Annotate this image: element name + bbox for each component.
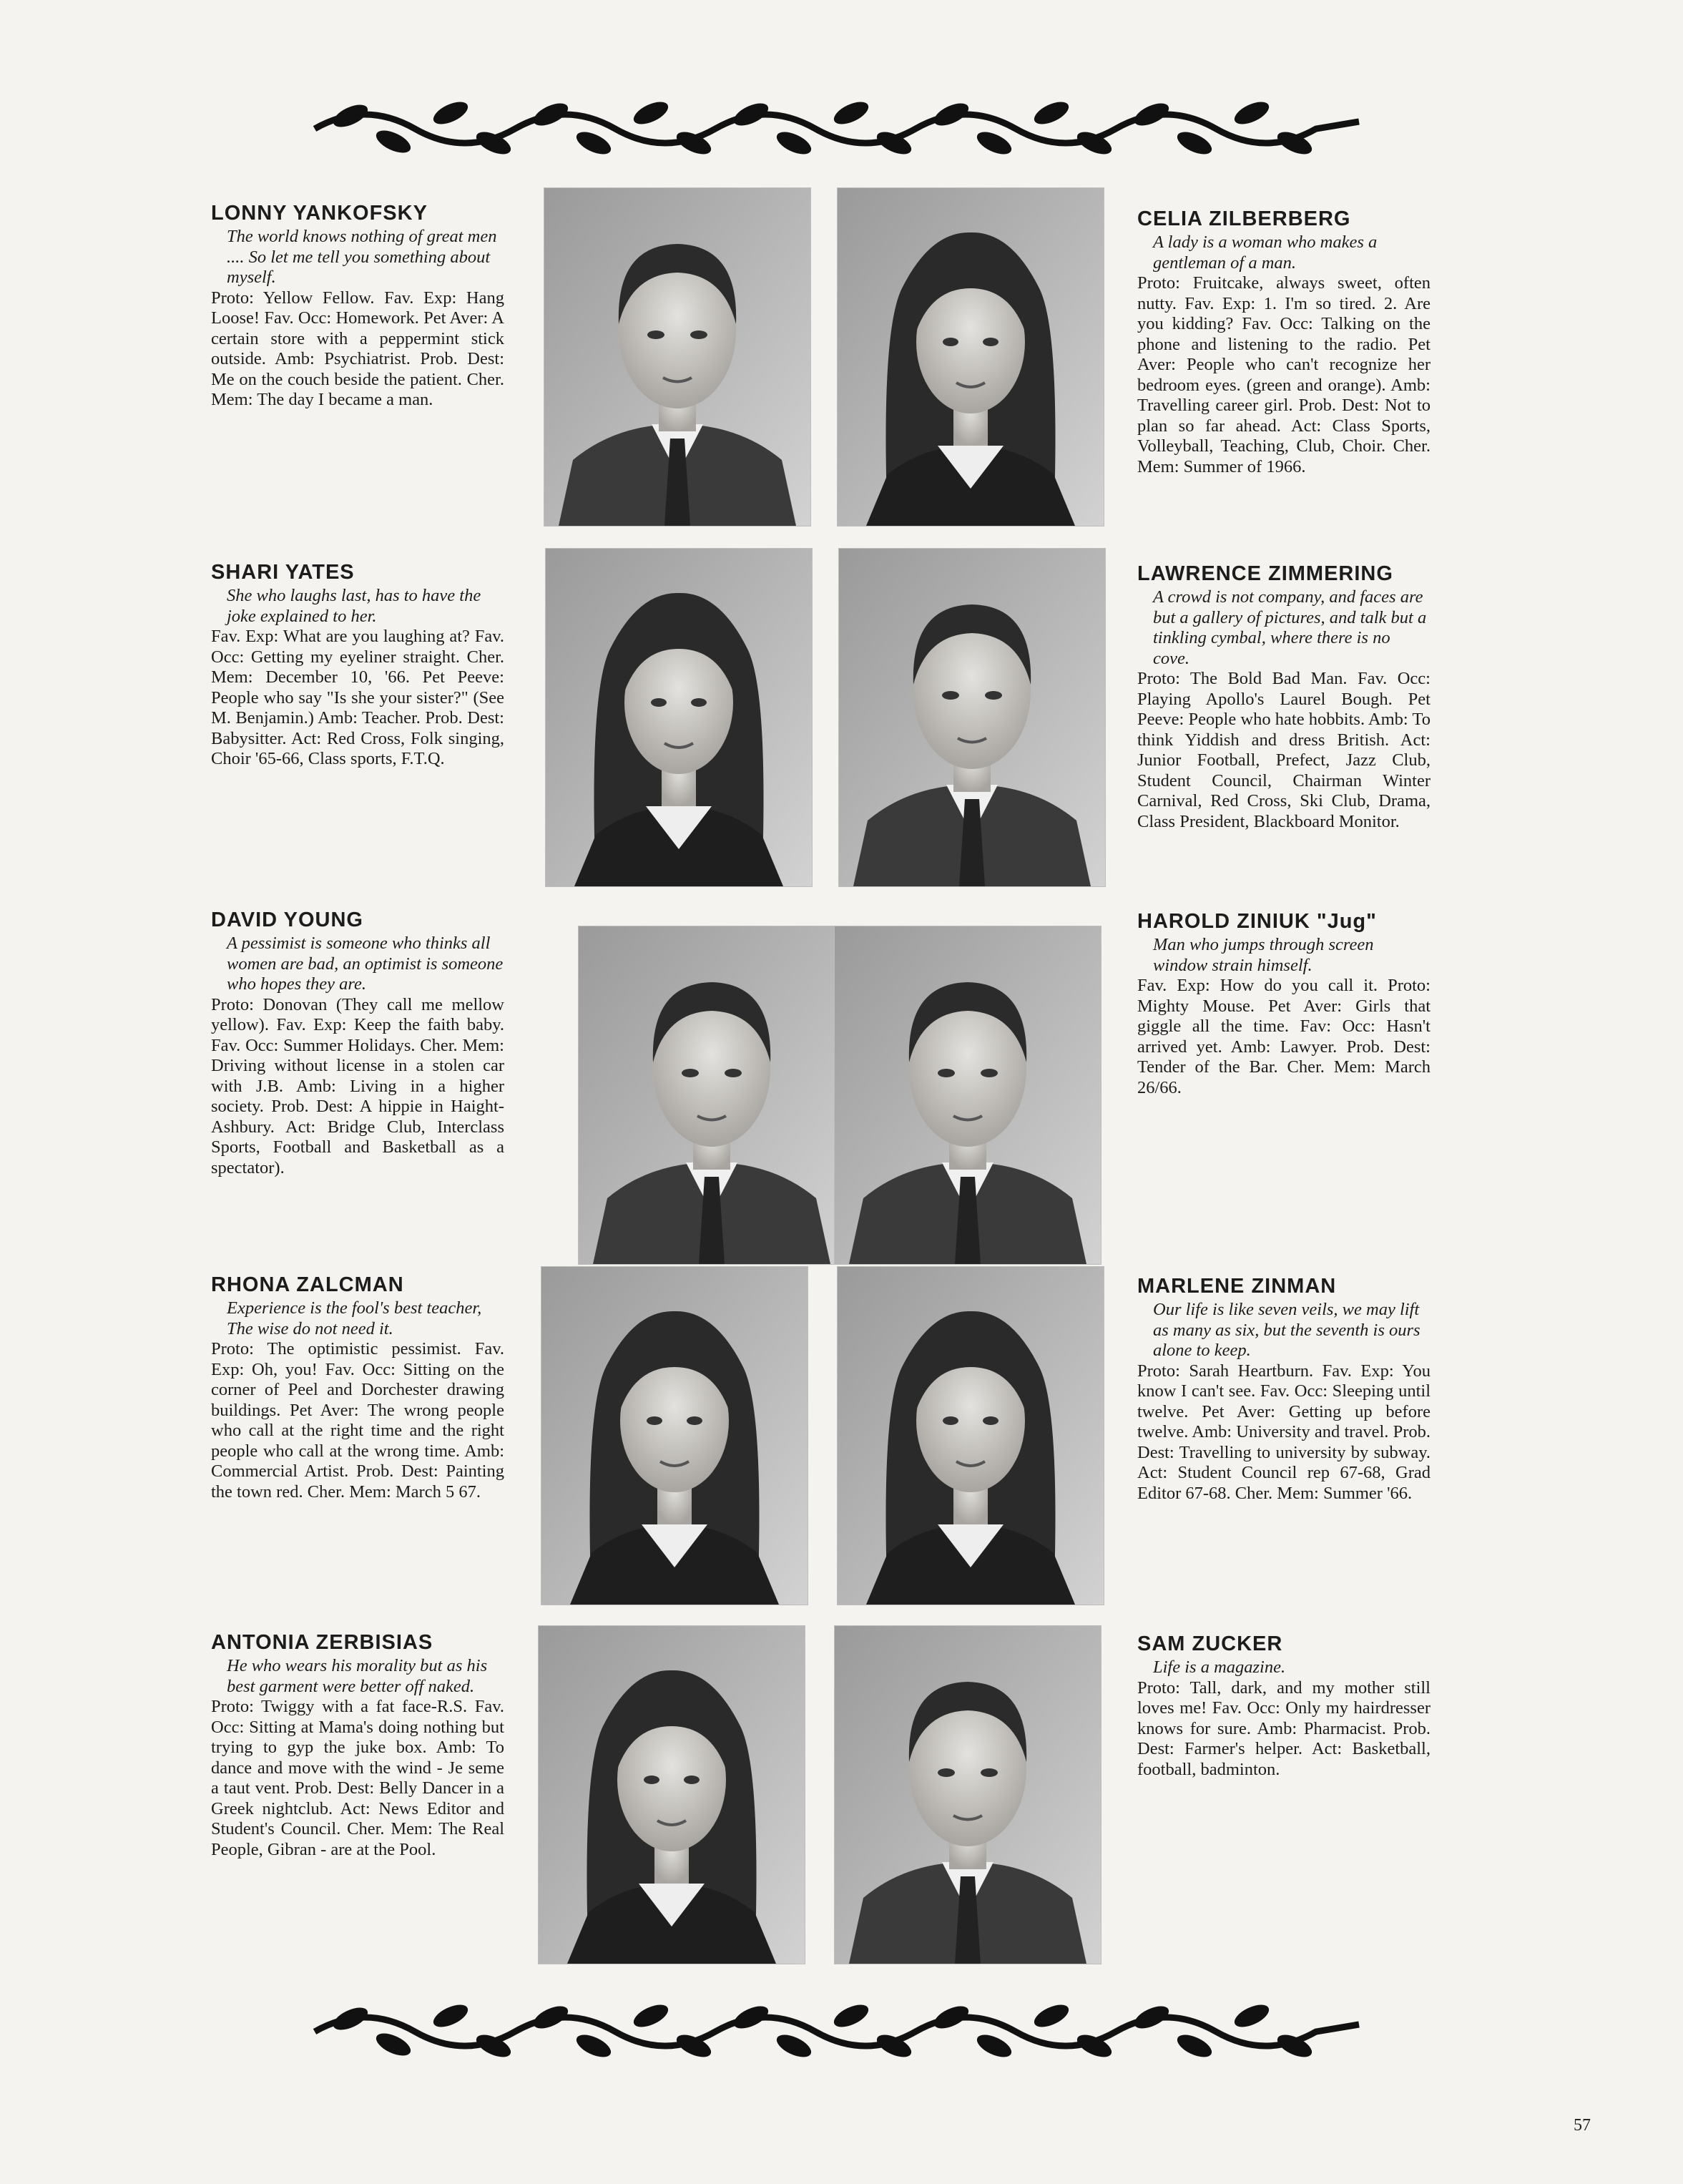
student-quote: A lady is a woman who makes a gentleman of a man. xyxy=(1153,232,1378,273)
student-quote: Experience is the fool's best teacher, The wise do not need it. xyxy=(227,1298,482,1338)
student-portrait xyxy=(834,1625,1101,1964)
portrait-image xyxy=(544,188,810,526)
student-name: RHONA ZALCMAN xyxy=(211,1273,404,1296)
student-details: Proto: Sarah Heartburn. Fav. Exp: You know I can't see. Fav. Occ: Sleeping until twelve. Pet Aver: Getting up before twelve. Amb: University and travel. Prob. Dest: Travelling to university by subway. Act: Student Council rep 67-68, Grad Editor 67-68. Cher. Mem: Summer '66. xyxy=(1137,1361,1431,1503)
page-number: 57 xyxy=(1574,2116,1591,2135)
student-bio-right xyxy=(1137,207,1431,477)
yearbook-row-5 xyxy=(0,1625,1683,1983)
student-details: Fav. Exp: How do you call it. Proto: Mighty Mouse. Pet Aver: Girls that giggle all the time. Fav: Occ: Hasn't arrived yet. Amb: Lawyer. Prob. Dest: Tender of the Bar. Cher. Mem: March 26/66. xyxy=(1137,976,1431,1097)
student-portrait xyxy=(538,1625,805,1964)
top-vine-ornament xyxy=(308,86,1366,165)
portrait-image xyxy=(838,188,1104,526)
student-quote: He who wears his morality but as his best garment were better off naked. xyxy=(227,1656,488,1696)
student-portrait xyxy=(837,1266,1104,1605)
portrait-image xyxy=(541,1267,808,1605)
yearbook-row-3 xyxy=(0,909,1683,1266)
student-name: MARLENE ZINMAN xyxy=(1137,1275,1337,1298)
student-portrait xyxy=(578,926,845,1265)
yearbook-row-2 xyxy=(0,548,1683,906)
student-details: Proto: Twiggy with a fat face-R.S. Fav. Occ: Sitting at Mama's doing nothing but trying to gyp the juke box. Amb: To dance and move with the wind - Je seme a taut vent. Prob. Dest: Belly Dancer in a Greek nightclub. Act: News Editor and Student's Council. Cher. Mem: The Real People, Gibran - are at the Pool. xyxy=(211,1697,504,1859)
student-details: Proto: Fruitcake, always sweet, often nutty. Fav. Exp: 1. I'm so tired. 2. Are you kidding? Fav. Occ: Talking on the phone and listening to the radio. Pet Aver: People who can't recognize her bedroom eyes. (green and orange). Amb: Travelling career girl. Prob. Dest: Not to plan so far ahead. Act: Class Sports, Volleyball, Teaching, Club, Choir. Cher. Mem: Summer of 1966. xyxy=(1137,273,1431,476)
student-bio-left xyxy=(211,909,504,1178)
student-name: SAM ZUCKER xyxy=(1137,1632,1283,1655)
student-details: Proto: The optimistic pessimist. Fav. Exp: Oh, you! Fav. Occ: Sitting on the corner of Peel and Dorchester drawing buildings. Pet Aver: The wrong people who call at the right time and the right people who call at the wrong time. Amb: Commercial Artist. Prob. Dest: Painting the town red. Cher. Mem: March 5 67. xyxy=(211,1339,504,1502)
student-details: Proto: Tall, dark, and my mother still loves me! Fav. Occ: Only my hairdresser knows for sure. Amb: Pharmacist. Prob. Dest: Farmer's helper. Act: Basketball, football, badminton. xyxy=(1137,1678,1431,1779)
student-quote: A pessimist is someone who thinks all women are bad, an optimist is someone who hopes they are. xyxy=(227,934,504,994)
student-quote: The world knows nothing of great men .... So let me tell you something about myself. xyxy=(227,227,497,287)
student-name: HAROLD ZINIUK "Jug" xyxy=(1137,910,1377,933)
portrait-image xyxy=(839,549,1105,886)
yearbook-row-1 xyxy=(0,187,1683,545)
student-bio-right xyxy=(1137,910,1431,1098)
portrait-image xyxy=(539,1626,805,1964)
student-quote: Our life is like seven veils, we may lift as many as six, but the seventh is ours alone to keep. xyxy=(1153,1300,1421,1360)
student-details: Proto: The Bold Bad Man. Fav. Occ: Playing Apollo's Laurel Bough. Pet Peeve: People who hate hobbits. Amb: To think Yiddish and dress British. Act: Junior Football, Prefect, Jazz Club, Student Council, Chairman Winter Carnival, Red Cross, Ski Club, Drama, Class President, Blackboard Monitor. xyxy=(1137,669,1431,831)
student-bio-left xyxy=(211,202,504,411)
student-name: ANTONIA ZERBISIAS xyxy=(211,1631,433,1654)
student-bio-right xyxy=(1137,562,1431,832)
student-bio-left xyxy=(211,1273,504,1502)
student-bio-right xyxy=(1137,1275,1431,1504)
student-details: Proto: Donovan (They call me mellow yellow). Fav. Exp: Keep the faith baby. Fav. Occ: Summer Holidays. Cher. Mem: Driving without license in a stolen car with J.B. Amb: Living in a higher society. Prob. Dest: A hippie in Haight-Ashbury. Act: Bridge Club, Interclass Sports, Football and Basketball as a spectator). xyxy=(211,994,504,1177)
student-portrait xyxy=(545,548,813,887)
student-portrait xyxy=(837,187,1104,527)
portrait-image xyxy=(546,549,812,886)
student-portrait xyxy=(541,1266,808,1605)
student-quote: Life is a magazine. xyxy=(1153,1657,1286,1677)
yearbook-row-4 xyxy=(0,1266,1683,1624)
bottom-vine-ornament xyxy=(308,1989,1366,2067)
portrait-image xyxy=(835,1626,1101,1964)
student-details: Proto: Yellow Fellow. Fav. Exp: Hang Loose! Fav. Occ: Homework. Pet Aver: A certain store with a peppermint stick outside. Amb: Psychiatrist. Prob. Dest: Me on the couch beside the patient. Cher. Mem: The day I became a man. xyxy=(211,288,504,409)
student-name: LAWRENCE ZIMMERING xyxy=(1137,562,1393,585)
student-portrait xyxy=(544,187,811,527)
student-portrait xyxy=(834,926,1101,1265)
student-name: LONNY YANKOFSKY xyxy=(211,202,428,225)
student-quote: She who laughs last, has to have the joke explained to her. xyxy=(227,586,481,626)
student-name: DAVID YOUNG xyxy=(211,909,363,931)
portrait-image xyxy=(838,1267,1104,1605)
student-quote: A crowd is not company, and faces are but a gallery of pictures, and talk but a tinkling cymbal, where there is no cove. xyxy=(1153,587,1427,668)
student-bio-right xyxy=(1137,1632,1431,1780)
student-bio-left xyxy=(211,1631,504,1860)
student-quote: Man who jumps through screen window strain himself. xyxy=(1153,935,1374,975)
student-portrait xyxy=(838,548,1106,887)
student-name: CELIA ZILBERBERG xyxy=(1137,207,1351,230)
portrait-image xyxy=(579,926,845,1264)
student-bio-left xyxy=(211,561,504,770)
portrait-image xyxy=(835,926,1101,1264)
student-details: Fav. Exp: What are you laughing at? Fav. Occ: Getting my eyeliner straight. Cher. Mem: December 10, '66. Pet Peeve: People who say "Is she your sister?" (See M. Benjamin.) Amb: Teacher. Prob. Dest: Babysitter. Act: Red Cross, Folk singing, Choir '65-66, Class sports, F.T.Q. xyxy=(211,627,504,768)
student-name: SHARI YATES xyxy=(211,561,355,584)
